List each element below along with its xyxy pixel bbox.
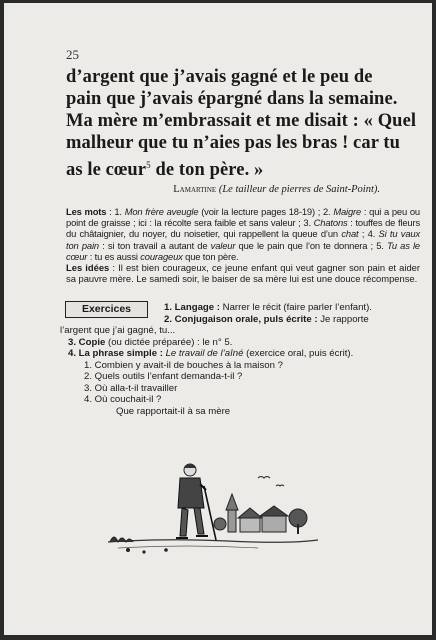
- note-term: Chatons: [313, 217, 348, 229]
- question-item: 2. Quels outils l’enfant demanda-t-il ?: [84, 371, 243, 382]
- exercise-4: [60, 348, 422, 360]
- note-term: courageux: [140, 250, 183, 262]
- exercise-title: 4. La phrase simple :: [68, 348, 163, 359]
- exercise-text: Narrer le récit (faire parler l’enfant).: [219, 302, 372, 313]
- exercise-title: 1. Langage :: [164, 302, 220, 313]
- exercise-3: [60, 337, 422, 349]
- author-name: Lamartine: [173, 184, 217, 195]
- idees-heading: Les idées: [66, 262, 110, 274]
- note-term: valeur: [210, 239, 236, 251]
- exercise-title: 2. Conjugaison orale, puls écrite :: [164, 313, 318, 325]
- note-term: Maigre: [333, 206, 362, 217]
- exercise-1: [60, 302, 422, 314]
- reading-line: Ma mère m’embrassait et me disait : « Quel: [66, 111, 417, 131]
- reading-line: malheur que tu n’aies pas les bras ! car tu: [66, 133, 401, 153]
- note-text: : si ton travail a autant de: [98, 239, 211, 251]
- attribution: [173, 184, 380, 195]
- exercise-text: Je rapporte: [317, 313, 369, 325]
- vocabulary-notes: [66, 206, 420, 284]
- note-text: que ton père.: [182, 250, 239, 262]
- note-text: (voir la lecture pages 18-19) ; 2.: [198, 206, 334, 217]
- mots-paragraph: [66, 206, 420, 262]
- footnote-marker: 5: [146, 160, 151, 170]
- exercise-text: (exercice oral, puis écrit).: [243, 348, 354, 359]
- note-term: Mon frère aveugle: [124, 206, 199, 217]
- exercise-italic: Le travail de l’aîné: [162, 348, 244, 359]
- exercises: [60, 302, 422, 417]
- note-text: : tu es aussi: [87, 250, 141, 262]
- note-term: Tu as le cœur: [66, 239, 420, 262]
- reading-line: pain que j’avais épargné dans la semaine.: [66, 89, 398, 109]
- reading-line: d’argent que j’avais gagné et le peu de: [66, 67, 373, 87]
- question-item: 3. Où alla-t-il travailler: [84, 382, 178, 394]
- book-page: [4, 3, 432, 635]
- exercise-text: (ou dictée préparée) : le n° 5.: [105, 336, 233, 348]
- idees-text: : Il est bien courageux, ce jeune enfant qui veut gagner son pain et aider sa pauvre mère. Le samedi soir, le baiser de sa mère lui est une douce récompense.: [66, 262, 421, 285]
- exercise-2-continued: l’argent que j’ai gagné, tu...: [60, 325, 176, 336]
- exercise-2: [60, 314, 422, 326]
- note-term: Si tu vaux ton pain: [66, 228, 421, 251]
- note-text: : 1.: [106, 206, 125, 217]
- exercise-title: 3. Copie: [68, 336, 106, 348]
- note-text: : qui a peu ou point de graisse ; ici : la récolte sera faible et sans valeur ; 3.: [66, 206, 420, 229]
- question-item: 4. Où couchait-il ?: [84, 394, 162, 405]
- reading-text: [66, 66, 418, 181]
- boy-walking-to-village-illustration: [108, 458, 318, 558]
- exercices-label: Exercices: [65, 301, 148, 318]
- reading-line: [66, 154, 418, 181]
- reading-line-part: as le cœur: [66, 160, 147, 181]
- idees-paragraph: [66, 262, 420, 284]
- reading-line-part: de ton père. »: [150, 160, 264, 181]
- note-text: : touffes de fleurs du châtaignier, du noyer, du noisetier, qui rappellent la queue d’un: [66, 217, 420, 240]
- work-title: (Le tailleur de pierres de Saint-Point).: [218, 184, 380, 195]
- note-text: que le pain que l’on te donnera ; 5.: [235, 239, 387, 251]
- question-item: 1. Combien y avait-il de bouches à la maison ?: [84, 359, 283, 371]
- question-item: Que rapportait-il à sa mère: [116, 405, 231, 417]
- note-text: ; 4.: [358, 228, 379, 240]
- mots-heading: Les mots: [66, 206, 107, 217]
- note-term: chat: [341, 228, 359, 240]
- page-number: 25: [66, 47, 79, 62]
